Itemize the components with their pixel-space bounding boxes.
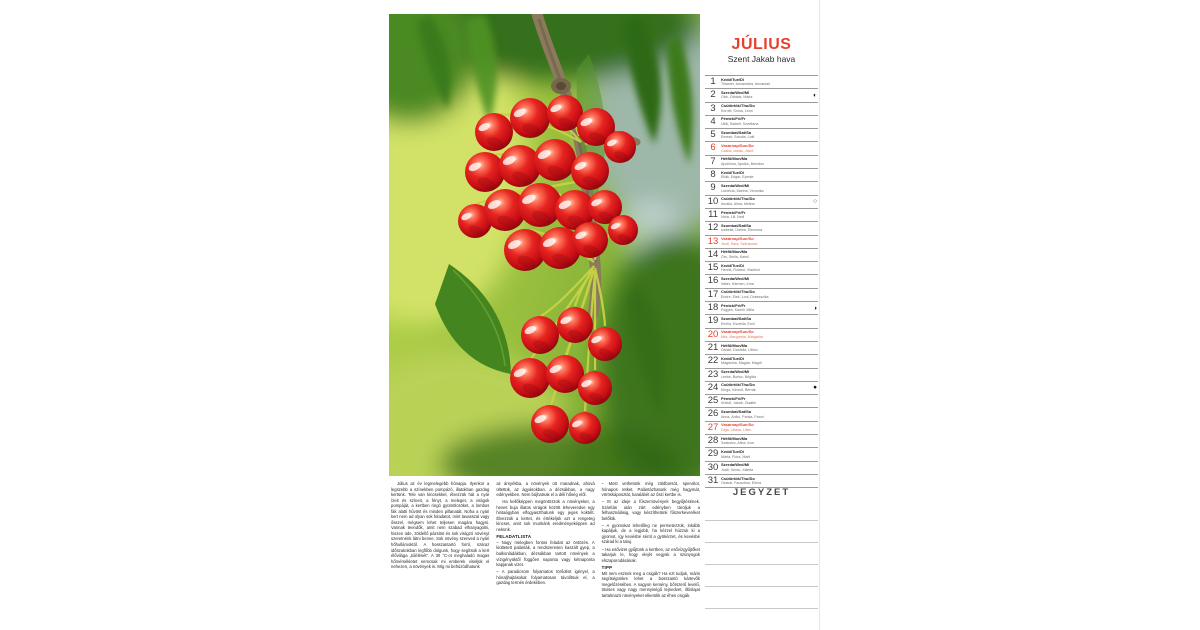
article-paragraph: Július az év legmelegebb hónapja. Ilyenkor a legszebb a színekben pompázó, illatokban gazdag kertünk. Tele van kincsekkel, élvezzük hát a nyár ízeit és színeit, a fényt, a meleget, a virágok pompáját, a kertben ringó gyümölcsöket, a lombos fák alatti hűvöst és minden pillanatát. Noha a nyári kert nem ad olyan sok feladatot, mint tavasszal vagy ősszel, mégsem lehet teljesen magára hagyni. Vannak teendők, amit nem szabad elhanyagolni, hiszen üde, zöldellő pázsitot és sok virágzó növényt szeretnénk látni benne. Sok növény szenved a nyári hőhullámoktól. A hosszantartó forró, száraz időszakokban legfőbb dolgunk, hogy segítsük a kert élővilága „túlélését”. A 30 °C-ot meghaladó magas hőmérsékletet nemcsak mi emberek viseljük el nehezen, a növények is. Míg mi behúzódhatunk bbox=[391, 481, 490, 570]
day-of-week-label: Szerda/Wed/Mi bbox=[721, 369, 750, 375]
day-number: 26 bbox=[707, 408, 719, 420]
day-of-week-label: Kedd/Tue/Di bbox=[721, 448, 745, 454]
name-days: Kinga, Kincső, Bernát bbox=[721, 388, 756, 393]
note-line bbox=[705, 499, 818, 521]
name-days: Olga, Liliána, Lilien bbox=[721, 427, 752, 432]
day-number: 9 bbox=[710, 182, 716, 194]
name-days: Nóra, Lili, Nelli bbox=[721, 215, 745, 220]
name-days: Anna, Anikó, Panka, Panni bbox=[721, 414, 764, 419]
day-info bbox=[721, 169, 818, 181]
calendar-day-row bbox=[705, 128, 818, 141]
day-info bbox=[721, 475, 818, 487]
name-days: Jenő, Sára, Szilvánusz bbox=[721, 241, 758, 246]
day-number: 31 bbox=[707, 474, 719, 486]
day-number: 18 bbox=[707, 302, 719, 314]
name-days: Valter, Kármen, Irma bbox=[721, 281, 754, 286]
day-number: 29 bbox=[707, 448, 719, 460]
name-days: Henrik, Roland, Vladimír bbox=[721, 268, 760, 273]
calendar-day-row bbox=[705, 208, 818, 221]
day-info bbox=[721, 289, 818, 301]
name-days: Emília, Esztella, Emil bbox=[721, 321, 755, 326]
name-days: Ellák, Edgár, Eperke bbox=[721, 175, 754, 180]
day-number: 10 bbox=[707, 195, 719, 207]
day-number: 2 bbox=[710, 89, 716, 101]
article-paragraph: – Itt az ideje a fűszernövények begyűjtésének. Szárítás után zárt edényben tároljuk a felhasználásig, vagy készíthetünk fűszerkeveréket belőlük. bbox=[601, 499, 700, 521]
article-column bbox=[391, 481, 489, 600]
day-of-week-label: Péntek/Fri/Fr bbox=[721, 116, 746, 122]
day-info bbox=[721, 103, 818, 115]
day-of-week-label: Hétfő/Mon/Ma bbox=[721, 249, 748, 255]
article bbox=[391, 481, 700, 600]
name-days: Apollónia, Apolka, Brendon bbox=[721, 161, 765, 166]
calendar-day-row bbox=[705, 102, 818, 115]
calendar-day-row bbox=[705, 421, 818, 434]
calendar-day-row bbox=[705, 301, 818, 314]
calendar-day-row bbox=[705, 274, 818, 287]
moon-phase-icon: ● bbox=[813, 384, 817, 392]
day-number: 21 bbox=[707, 341, 719, 353]
day-info bbox=[721, 422, 818, 434]
day-info bbox=[721, 182, 818, 194]
day-info bbox=[721, 89, 818, 101]
day-number: 11 bbox=[708, 208, 718, 220]
day-number: 17 bbox=[707, 288, 719, 300]
day-of-week-label: Kedd/Tue/Di bbox=[721, 355, 745, 361]
calendar-day-row bbox=[705, 141, 818, 154]
day-of-week-label: Vasárnap/Sun/So bbox=[721, 236, 754, 242]
day-info bbox=[721, 302, 818, 314]
day-number: 28 bbox=[707, 435, 719, 447]
article-paragraph: – Ha esővizet gyűjtünk a kertben, az esővízgyűjtőket takarjuk le, hogy elejét vegyük a szúnyogok elszaporodásának. bbox=[601, 546, 700, 563]
name-days: Szabolcs, Alina, Ince bbox=[721, 441, 755, 446]
calendar-day-row bbox=[705, 155, 818, 168]
day-of-week-label: Kedd/Tue/Di bbox=[721, 76, 745, 82]
name-days: Kornél, Soma, Leon bbox=[721, 108, 753, 113]
article-paragraph: – A gyomokat lehetőleg ne permetezzük, inkább kapáljuk, de a legjobb, ha kézzel húzzuk ki a gyomot, így kevésbé sérül a gyökérzet, és kevésbé szárad ki a talaj. bbox=[601, 522, 700, 545]
calendar-day-row bbox=[705, 261, 818, 274]
article-paragraph: – Most vethetünk még zöldborsót, spenótot, hónapos retket. Palántázhatunk még hagymát, vöröskáposztát, karalábét az őszi kertbe is. bbox=[601, 481, 700, 498]
calendar-day-row bbox=[705, 195, 818, 208]
day-of-week-label: Szombat/Sat/Sa bbox=[721, 222, 752, 228]
day-of-week-label: Vasárnap/Sun/So bbox=[721, 329, 754, 335]
day-info bbox=[721, 209, 818, 221]
day-info bbox=[721, 395, 818, 407]
month-subtitle: Szent Jakab hava bbox=[727, 54, 796, 64]
day-number: 30 bbox=[707, 461, 719, 473]
day-info bbox=[721, 355, 818, 367]
calendar-day-row bbox=[705, 328, 818, 341]
calendar-days bbox=[705, 75, 818, 488]
note-line bbox=[705, 521, 818, 543]
name-days: Ottó, Ottokár, Mária bbox=[721, 95, 753, 100]
calendar-day-row bbox=[705, 381, 818, 394]
day-number: 24 bbox=[707, 381, 719, 393]
calendar-day-row bbox=[705, 248, 818, 261]
day-of-week-label: Vasárnap/Sun/So bbox=[721, 422, 754, 428]
note-line bbox=[705, 565, 818, 587]
name-days: Márta, Flóra, Márti bbox=[721, 454, 751, 459]
day-number: 16 bbox=[707, 275, 719, 287]
name-days: Ulrik, Babett, Szvetlána bbox=[721, 122, 759, 127]
day-number: 8 bbox=[710, 169, 716, 181]
name-days: Oszkár, Fausztina, Elena bbox=[721, 481, 761, 486]
day-info bbox=[721, 116, 818, 128]
name-days: Amália, Alma, Melina bbox=[721, 201, 755, 206]
calendar-day-row bbox=[705, 407, 818, 420]
day-info bbox=[721, 315, 818, 327]
article-paragraph: – A paradicsom folyamatos törődést igényel, a hónaljhajtásokat folyamatosan távolítsuk el, a gazdag termés érdekében. bbox=[496, 569, 595, 586]
name-days: Örs, Stella, Kamil bbox=[721, 255, 749, 260]
name-days: Judit, Xénia, Julietta bbox=[721, 467, 754, 472]
day-of-week-label: Vasárnap/Sun/So bbox=[721, 143, 754, 149]
day-info bbox=[721, 142, 818, 154]
day-info bbox=[721, 275, 818, 287]
day-of-week-label: Kedd/Tue/Di bbox=[721, 262, 745, 268]
calendar-column bbox=[705, 36, 818, 488]
calendar-day-row bbox=[705, 75, 818, 88]
article-heading: TIPP bbox=[601, 564, 613, 570]
calendar-day-row bbox=[705, 447, 818, 460]
day-info bbox=[721, 435, 818, 447]
calendar-day-row bbox=[705, 474, 818, 487]
day-of-week-label: Csütörtök/Thu/Do bbox=[721, 196, 755, 202]
day-number: 7 bbox=[710, 155, 716, 167]
calendar-day-row bbox=[705, 235, 818, 248]
day-info bbox=[721, 236, 818, 248]
calendar-day-row bbox=[705, 368, 818, 381]
day-number: 15 bbox=[707, 262, 719, 274]
article-column bbox=[496, 481, 594, 600]
day-info bbox=[721, 129, 818, 141]
article-paragraph: – Nagy melegben fontos feladat az öntözés. A kiültetett palánták, a rendszeresen kaszált gyep, a balkonládákban, dézsákban tartott növények a vízigényüktől függően naponta vagy kétnaponta kapjanak vizet. bbox=[496, 539, 595, 568]
name-days: Tihamér, Annamária, Annamari bbox=[721, 82, 771, 87]
moon-phase-icon: ◑ bbox=[813, 304, 817, 312]
day-info bbox=[721, 249, 818, 261]
day-number: 25 bbox=[707, 395, 719, 407]
article-paragraph: Mit nem esznek meg a csigák? Ha ezt tudjuk, máris segítségünkre lehet a bosszantó kártevők megelőzésében. A nagyon kemény, bőrszerű levelű, tövises vagy nagy mennyiségű tejnedvet, illóolajat tartalmazó növényeket elkerülik az éhes csigák. bbox=[601, 570, 700, 598]
name-days: Lenke, Borisz, Brigitta bbox=[721, 374, 756, 379]
day-info bbox=[721, 462, 818, 474]
calendar-day-row bbox=[705, 221, 818, 234]
day-of-week-label: Szombat/Sat/Sa bbox=[721, 315, 752, 321]
name-days: Csaba, Izaiás, Jávor bbox=[721, 148, 754, 153]
calendar-day-row bbox=[705, 181, 818, 194]
calendar-day-row bbox=[705, 434, 818, 447]
day-of-week-label: Hétfő/Mon/Ma bbox=[721, 156, 748, 162]
calendar-day-row bbox=[705, 341, 818, 354]
note-line bbox=[705, 543, 818, 565]
moon-phase-icon: ◐ bbox=[813, 91, 817, 99]
day-of-week-label: Csütörtök/Thu/Do bbox=[721, 103, 755, 109]
calendar-sheet bbox=[383, 0, 820, 630]
article-column bbox=[602, 481, 700, 600]
calendar-day-row bbox=[705, 88, 818, 101]
name-days: Endre, Elek, Loni, Dzsesszika bbox=[721, 294, 769, 299]
day-number: 3 bbox=[710, 102, 716, 114]
day-number: 27 bbox=[707, 421, 719, 433]
day-of-week-label: Péntek/Fri/Fr bbox=[721, 395, 746, 401]
day-info bbox=[721, 196, 818, 208]
calendar-day-row bbox=[705, 354, 818, 367]
day-of-week-label: Csütörtök/Thu/Do bbox=[721, 289, 755, 295]
day-number: 6 bbox=[710, 142, 716, 154]
calendar-day-row bbox=[705, 461, 818, 474]
moon-phase-icon: ○ bbox=[813, 198, 817, 206]
day-of-week-label: Szerda/Wed/Mi bbox=[721, 276, 750, 282]
calendar-day-row bbox=[705, 115, 818, 128]
day-of-week-label: Szerda/Wed/Mi bbox=[721, 462, 750, 468]
name-days: Lukrécia, Marina, Veronika bbox=[721, 188, 764, 193]
name-days: Dániel, Daniella, Lőrinc bbox=[721, 348, 758, 353]
day-of-week-label: Hétfő/Mon/Ma bbox=[721, 342, 748, 348]
day-of-week-label: Hétfő/Mon/Ma bbox=[721, 435, 748, 441]
calendar-day-row bbox=[705, 314, 818, 327]
day-of-week-label: Csütörtök/Thu/Do bbox=[721, 382, 755, 388]
day-number: 1 bbox=[710, 76, 716, 87]
day-number: 12 bbox=[707, 222, 719, 234]
calendar-day-row bbox=[705, 394, 818, 407]
notes-label: JEGYZET bbox=[732, 487, 791, 498]
day-info bbox=[721, 156, 818, 168]
notes-section bbox=[705, 487, 818, 609]
day-number: 5 bbox=[710, 129, 716, 141]
name-days: Izabella, Dalma, Eleonóra bbox=[721, 228, 763, 233]
day-of-week-label: Péntek/Fri/Fr bbox=[721, 302, 746, 308]
article-heading: FELADATLISTA bbox=[496, 533, 532, 539]
day-info bbox=[721, 342, 818, 354]
day-number: 20 bbox=[707, 328, 719, 340]
day-number: 14 bbox=[707, 248, 719, 260]
day-info bbox=[721, 408, 818, 420]
day-number: 4 bbox=[710, 115, 716, 127]
day-of-week-label: Csütörtök/Thu/Do bbox=[721, 475, 755, 481]
name-days: Magdolna, Magda, Magdi bbox=[721, 361, 762, 366]
day-of-week-label: Szombat/Sat/Sa bbox=[721, 129, 752, 135]
calendar-day-row bbox=[705, 288, 818, 301]
note-line bbox=[705, 587, 818, 609]
day-of-week-label: Szerda/Wed/Mi bbox=[721, 182, 750, 188]
day-of-week-label: Szombat/Sat/Sa bbox=[721, 409, 752, 415]
day-number: 13 bbox=[707, 235, 719, 247]
cherries-illustration bbox=[389, 14, 700, 476]
day-info bbox=[721, 448, 818, 460]
day-number: 23 bbox=[707, 368, 719, 380]
day-info bbox=[721, 76, 818, 88]
name-days: Frigyes, Kamill, Milla bbox=[721, 308, 754, 313]
day-info bbox=[721, 369, 818, 381]
cherry-photo bbox=[389, 14, 700, 476]
month-title: JÚLIUS bbox=[731, 36, 792, 53]
day-number: 22 bbox=[707, 355, 719, 367]
calendar-day-row bbox=[705, 168, 818, 181]
day-of-week-label: Péntek/Fri/Fr bbox=[721, 209, 746, 215]
article-paragraph: az árnyékba, a növények ott maradnak, ahová ültettük, az ágyásokban, a dézsákban, a nagy edényekben. Nem bújhatnak el a déli hőség elől. bbox=[496, 481, 595, 498]
day-info bbox=[721, 382, 818, 394]
day-info bbox=[721, 262, 818, 274]
day-of-week-label: Szerda/Wed/Mi bbox=[721, 89, 750, 95]
day-info bbox=[721, 222, 818, 234]
name-days: Kristóf, Jakab, Zsaklin bbox=[721, 401, 757, 406]
article-paragraph: Ha kellőképpen megöntözzük a növényeket, a heves buja illatos virágok között leheveredve egy hintaágyban elfogyaszthatunk egy jeges koktélt. Élvezzük a kertet, és értékeljük azt a rengeteg kincset, amit sok munkánk eredményeképpen ad nekünk. bbox=[496, 499, 595, 532]
name-days: Illés, Margaréta, Margarita bbox=[721, 334, 763, 339]
day-of-week-label: Kedd/Tue/Di bbox=[721, 169, 745, 175]
day-info bbox=[721, 329, 818, 341]
day-number: 19 bbox=[707, 315, 719, 327]
name-days: Emese, Sarolta, Lotti bbox=[721, 135, 755, 140]
